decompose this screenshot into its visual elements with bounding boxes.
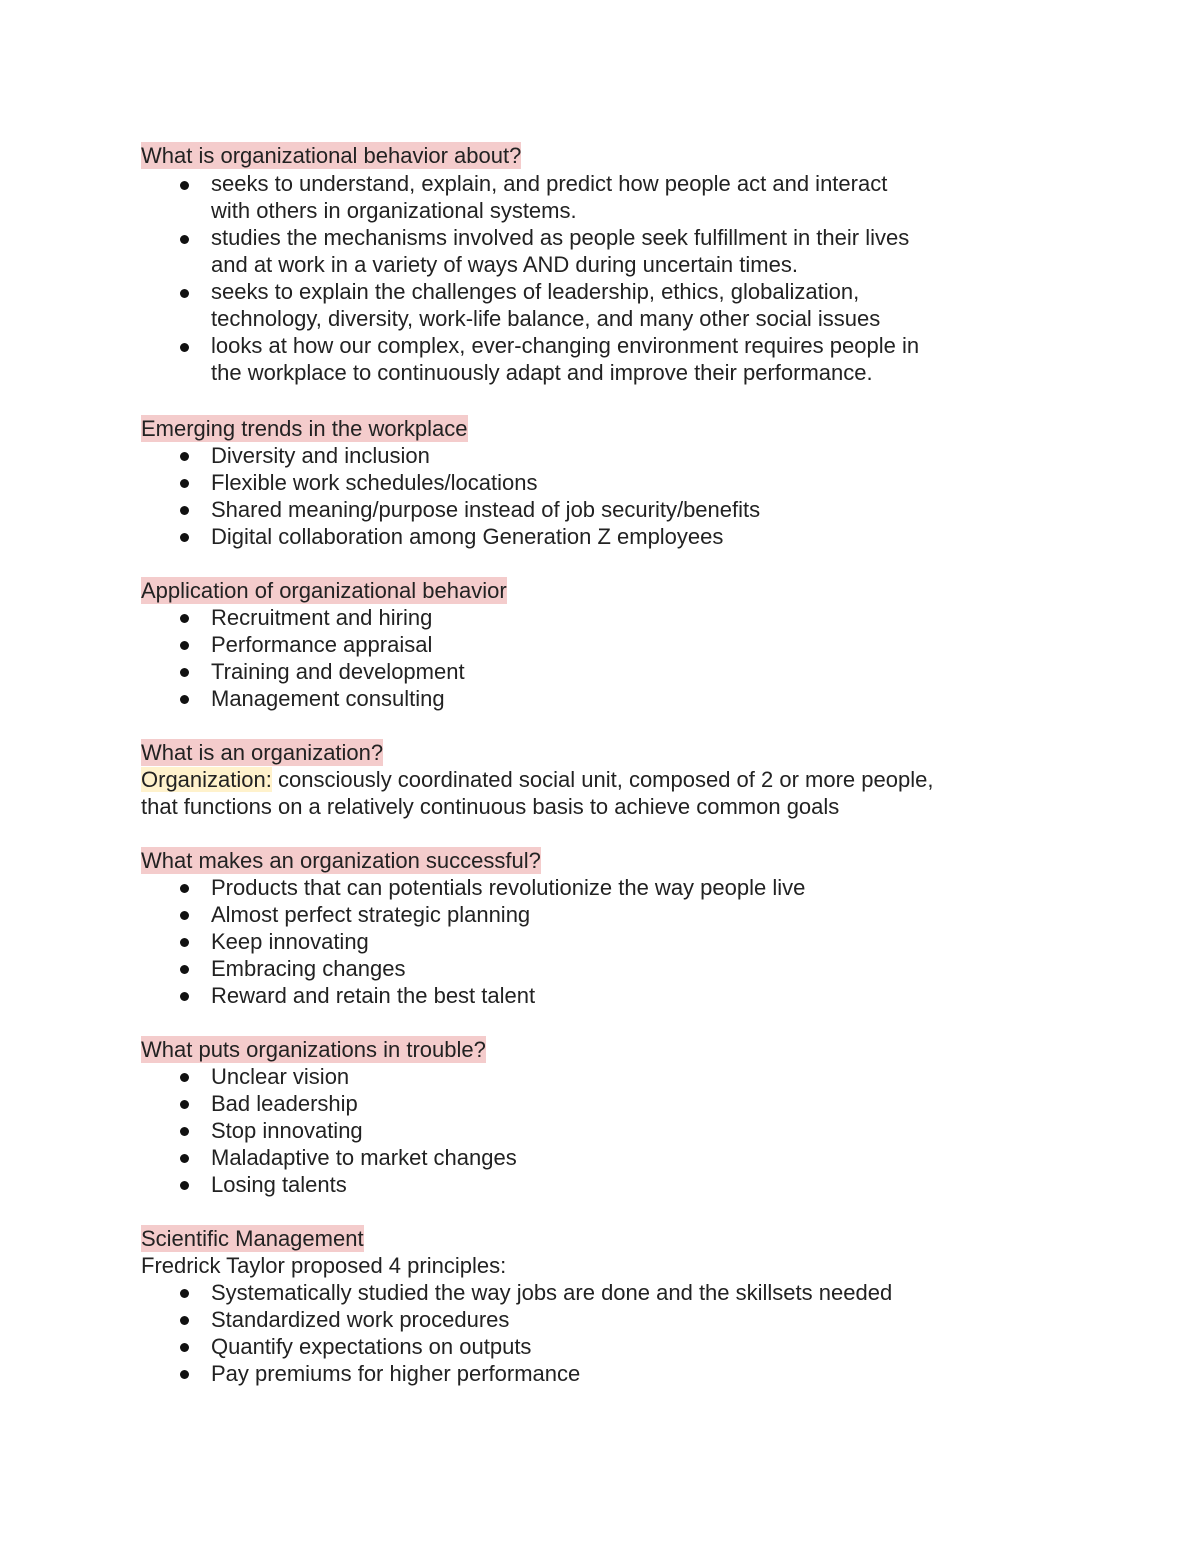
list-item-text: Products that can potentials revolutionize the way people live [211, 875, 806, 900]
list-item [141, 223, 1041, 280]
list-item-text: Standardized work procedures [211, 1307, 510, 1332]
bullet-icon [180, 884, 189, 893]
list-item-line: technology, diversity, work-life balance, and many other social issues [211, 306, 881, 331]
definition-term: Organization: [141, 767, 272, 792]
list-item-text: Keep innovating [211, 929, 369, 954]
list-item [141, 901, 1041, 928]
list-item [141, 523, 1041, 550]
list-item-text: Almost perfect strategic planning [211, 902, 531, 927]
list-item [141, 469, 1041, 496]
bullet-icon [180, 181, 189, 190]
list-item [141, 277, 1041, 334]
list-item [141, 1333, 1041, 1360]
bullet-icon [180, 695, 189, 704]
bullet-icon [180, 668, 189, 677]
list-item-line: and at work in a variety of ways AND during uncertain times. [211, 252, 798, 277]
section-what-is-organization [141, 739, 1041, 820]
list-item [141, 631, 1041, 658]
bullet-icon [180, 1100, 189, 1109]
bullet-list [141, 1279, 1041, 1387]
bullet-icon [180, 1073, 189, 1082]
list-item-line: looks at how our complex, ever-changing environment requires people in [211, 333, 920, 358]
list-item [141, 1306, 1041, 1333]
list-item-line: seeks to explain the challenges of leadership, ethics, globalization, [211, 279, 860, 304]
list-item [141, 928, 1041, 955]
bullet-icon [180, 506, 189, 515]
bullet-icon [180, 1316, 189, 1325]
definition-paragraph [141, 766, 1041, 820]
bullet-icon [180, 1154, 189, 1163]
list-item-line: with others in organizational systems. [211, 198, 577, 223]
bullet-icon [180, 1181, 189, 1190]
bullet-list [141, 604, 1041, 712]
list-item-text: Digital collaboration among Generation Z employees [211, 524, 724, 549]
bullet-icon [180, 479, 189, 488]
list-item-text: Embracing changes [211, 956, 406, 981]
bullet-icon [180, 1343, 189, 1352]
bullet-icon [180, 1370, 189, 1379]
list-item-text: Systematically studied the way jobs are done and the skillsets needed [211, 1280, 893, 1305]
list-item-text: Quantify expectations on outputs [211, 1334, 532, 1359]
bullet-icon [180, 911, 189, 920]
list-item [141, 604, 1041, 631]
list-item-text: Maladaptive to market changes [211, 1145, 517, 1170]
bullet-list [141, 442, 1041, 550]
section-scientific-management [141, 1225, 1041, 1387]
list-item [141, 1063, 1041, 1090]
bullet-icon [180, 614, 189, 623]
list-item-text: Unclear vision [211, 1064, 350, 1089]
list-item-text: Flexible work schedules/locations [211, 470, 538, 495]
section-heading: What is organizational behavior about? [141, 143, 522, 168]
list-item-text: Pay premiums for higher performance [211, 1361, 581, 1386]
section-heading: Application of organizational behavior [141, 578, 507, 603]
list-item-text: Training and development [211, 659, 465, 684]
list-item-line: the workplace to continuously adapt and improve their performance. [211, 360, 873, 385]
section-intro: Fredrick Taylor proposed 4 principles: [141, 1253, 507, 1278]
list-item [141, 331, 1041, 388]
bullet-icon [180, 992, 189, 1001]
bullet-list [141, 1063, 1041, 1198]
list-item-text: Management consulting [211, 686, 445, 711]
list-item-text: Performance appraisal [211, 632, 433, 657]
bullet-icon [180, 235, 189, 244]
section-successful [141, 847, 1041, 1009]
bullet-icon [180, 533, 189, 542]
list-item [141, 1360, 1041, 1387]
section-heading: Emerging trends in the workplace [141, 416, 468, 441]
bullet-icon [180, 1127, 189, 1136]
definition-text: consciously coordinated social unit, composed of 2 or more people, [271, 767, 934, 792]
list-item-text: Recruitment and hiring [211, 605, 433, 630]
section-ob-about [141, 142, 1041, 388]
bullet-list [141, 874, 1041, 1009]
list-item [141, 874, 1041, 901]
section-application [141, 577, 1041, 712]
list-item [141, 1117, 1041, 1144]
list-item [141, 982, 1041, 1009]
document-page [141, 142, 1041, 1387]
list-item [141, 658, 1041, 685]
bullet-icon [180, 452, 189, 461]
list-item-line: studies the mechanisms involved as people seek fulfillment in their lives [211, 225, 910, 250]
list-item-text: Diversity and inclusion [211, 443, 430, 468]
bullet-icon [180, 641, 189, 650]
section-heading: Scientific Management [141, 1226, 364, 1251]
list-item [141, 685, 1041, 712]
list-item [141, 1279, 1041, 1306]
bullet-list [141, 169, 1041, 388]
list-item [141, 1144, 1041, 1171]
list-item-text: Stop innovating [211, 1118, 363, 1143]
bullet-icon [180, 938, 189, 947]
list-item [141, 1171, 1041, 1198]
section-emerging-trends [141, 415, 1041, 550]
list-item-line: seeks to understand, explain, and predict how people act and interact [211, 171, 888, 196]
list-item [141, 442, 1041, 469]
section-trouble [141, 1036, 1041, 1198]
list-item [141, 169, 1041, 226]
section-heading: What is an organization? [141, 740, 384, 765]
list-item-text: Losing talents [211, 1172, 347, 1197]
bullet-icon [180, 965, 189, 974]
list-item [141, 1090, 1041, 1117]
list-item [141, 955, 1041, 982]
list-item-text: Bad leadership [211, 1091, 358, 1116]
list-item [141, 496, 1041, 523]
bullet-icon [180, 289, 189, 298]
list-item-text: Shared meaning/purpose instead of job security/benefits [211, 497, 761, 522]
section-heading: What puts organizations in trouble? [141, 1037, 486, 1062]
bullet-icon [180, 1289, 189, 1298]
section-heading: What makes an organization successful? [141, 848, 541, 873]
list-item-text: Reward and retain the best talent [211, 983, 536, 1008]
bullet-icon [180, 343, 189, 352]
definition-text: that functions on a relatively continuous basis to achieve common goals [141, 794, 840, 819]
